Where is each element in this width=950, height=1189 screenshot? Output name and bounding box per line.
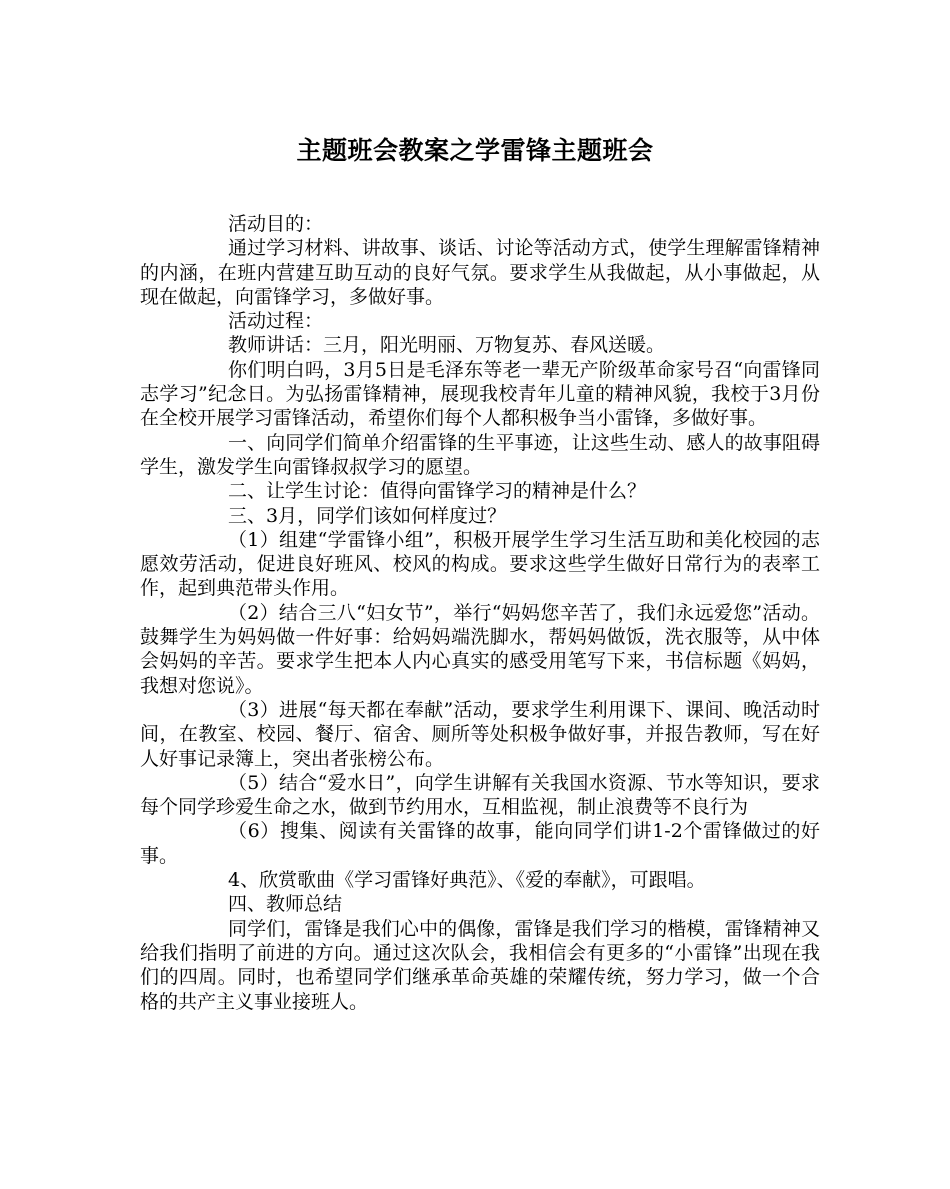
paragraph: 你们明白吗，3月5日是毛泽东等老一辈无产阶级革命家号召“向雷锋同志学习”纪念日。为弘扬雷锋精神，展现我校青年儿童的精神风貌，我校于3月份在全校开展学习雷锋活动，希望你们每个人都积极争当小雷锋，多做好事。 xyxy=(140,358,820,430)
paragraph: （3）进展“每天都在奉献”活动，要求学生利用课下、课间、晚活动时间，在教室、校园、餐厅、宿舍、厕所等处积极争做好事，并报告教师，写在好人好事记录簿上，突出者张榜公布。 xyxy=(140,698,820,770)
paragraph: 二、让学生讨论：值得向雷锋学习的精神是什么？ xyxy=(228,480,647,503)
document-body xyxy=(140,212,820,1014)
paragraph: 活动目的： xyxy=(228,213,324,235)
document-title: 主题班会教案之学雷锋主题班会 xyxy=(296,136,654,165)
paragraph: 一、向同学们简单介绍雷锋的生平事迹，让这些生动、感人的故事阻碍学生，激发学生向雷锋叔叔学习的愿望。 xyxy=(140,431,820,478)
paragraph: （1）组建“学雷锋小组”，积极开展学生学习生活互助和美化校园的志愿效劳活动，促进良好班风、校风的构成。要求这些学生做好日常行为的表率工作，起到典范带头作用。 xyxy=(140,528,820,600)
paragraph: （6）搜集、阅读有关雷锋的故事，能向同学们讲1-2个雷锋做过的好事。 xyxy=(140,820,820,867)
paragraph: 同学们，雷锋是我们心中的偶像，雷锋是我们学习的楷模，雷锋精神又给我们指明了前进的方向。通过这次队会，我相信会有更多的“小雷锋”出现在我们的四周。同时，也希望同学们继承革命英雄的荣耀传统，努力学习，做一个合格的共产主义事业接班人。 xyxy=(140,917,820,1013)
paragraph: 通过学习材料、讲故事、谈话、讨论等活动方式，使学生理解雷锋精神的内涵，在班内营建互助互动的良好气氛。要求学生从我做起，从小事做起，从现在做起，向雷锋学习，多做好事。 xyxy=(140,237,820,308)
paragraph: （5）结合“爱水日”，向学生讲解有关我国水资源、节水等知识，要求每个同学珍爱生命之水，做到节约用水，互相监视，制止浪费等不良行为 xyxy=(140,771,820,819)
paragraph: 三、3月，同学们该如何样度过？ xyxy=(228,504,507,527)
paragraph: 活动过程： xyxy=(228,310,324,333)
paragraph: 四、教师总结 xyxy=(228,893,343,916)
paragraph: 4、欣赏歌曲《学习雷锋好典范》、《爱的奉献》，可跟唱。 xyxy=(228,869,706,892)
paragraph: 教师讲话：三月，阳光明丽、万物复苏、春风送暖。 xyxy=(228,334,666,357)
paragraph: （2）结合三八“妇女节”，举行“妈妈您辛苦了，我们永远爱您”活动。鼓舞学生为妈妈做一件好事：给妈妈端洗脚水，帮妈妈做饭，洗衣服等，从中体会妈妈的辛苦。要求学生把本人内心真实的感受用笔写下来，书信标题《妈妈，我想对您说》。 xyxy=(140,601,820,697)
